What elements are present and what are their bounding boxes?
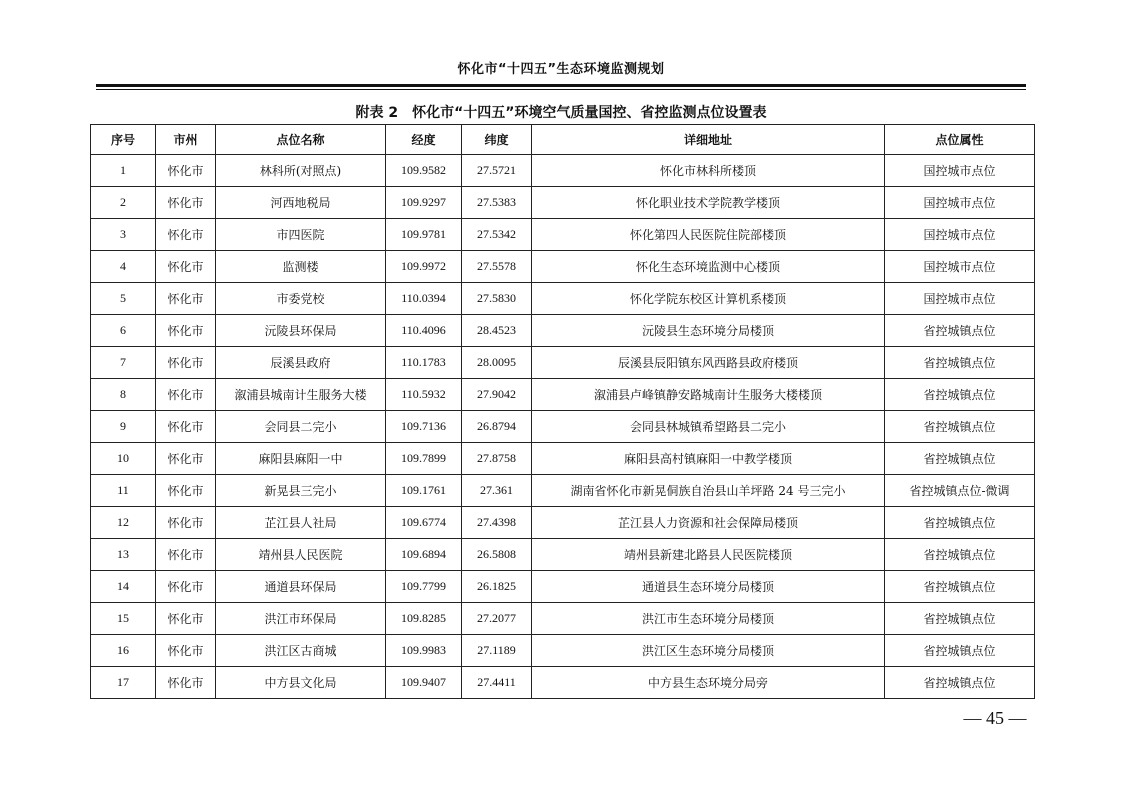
seq-cell: 4 — [91, 251, 156, 283]
longitude-cell: 109.8285 — [386, 603, 462, 635]
city-cell: 怀化市 — [156, 475, 216, 507]
city-cell: 怀化市 — [156, 443, 216, 475]
attribute-cell: 省控城镇点位 — [885, 379, 1035, 411]
latitude-cell: 27.4398 — [462, 507, 532, 539]
seq-cell: 14 — [91, 571, 156, 603]
city-cell: 怀化市 — [156, 667, 216, 699]
latitude-cell: 26.5808 — [462, 539, 532, 571]
seq-cell: 5 — [91, 283, 156, 315]
address-cell: 辰溪县辰阳镇东风西路县政府楼顶 — [532, 347, 885, 379]
column-header-latitude: 纬度 — [462, 125, 532, 155]
table-row — [91, 539, 1035, 571]
table-row — [91, 507, 1035, 539]
site-name-cell: 监测楼 — [216, 251, 386, 283]
monitoring-sites-table — [90, 124, 1035, 699]
city-cell: 怀化市 — [156, 251, 216, 283]
longitude-cell: 109.9297 — [386, 187, 462, 219]
longitude-cell: 109.6894 — [386, 539, 462, 571]
latitude-cell: 27.2077 — [462, 603, 532, 635]
column-header-address: 详细地址 — [532, 125, 885, 155]
attribute-cell: 国控城市点位 — [885, 283, 1035, 315]
attribute-cell: 省控城镇点位 — [885, 635, 1035, 667]
table-row — [91, 315, 1035, 347]
city-cell: 怀化市 — [156, 283, 216, 315]
longitude-cell: 109.1761 — [386, 475, 462, 507]
address-cell: 溆浦县卢峰镇静安路城南计生服务大楼楼顶 — [532, 379, 885, 411]
seq-cell: 2 — [91, 187, 156, 219]
attribute-cell: 省控城镇点位 — [885, 411, 1035, 443]
table-row — [91, 571, 1035, 603]
site-name-cell: 沅陵县环保局 — [216, 315, 386, 347]
latitude-cell: 26.1825 — [462, 571, 532, 603]
running-header: 怀化市“十四五”生态环境监测规划 — [457, 62, 665, 77]
address-cell: 怀化第四人民医院住院部楼顶 — [532, 219, 885, 251]
table-row — [91, 475, 1035, 507]
latitude-cell: 28.0095 — [462, 347, 532, 379]
longitude-cell: 109.9972 — [386, 251, 462, 283]
address-cell: 洪江市生态环境分局楼顶 — [532, 603, 885, 635]
latitude-cell: 27.5830 — [462, 283, 532, 315]
column-header-city: 市州 — [156, 125, 216, 155]
site-name-cell: 市四医院 — [216, 219, 386, 251]
seq-cell: 9 — [91, 411, 156, 443]
column-header-seq: 序号 — [91, 125, 156, 155]
longitude-cell: 110.5932 — [386, 379, 462, 411]
city-cell: 怀化市 — [156, 603, 216, 635]
site-name-cell: 市委党校 — [216, 283, 386, 315]
longitude-cell: 109.7136 — [386, 411, 462, 443]
table-row — [91, 187, 1035, 219]
table-row — [91, 411, 1035, 443]
column-header-site-name: 点位名称 — [216, 125, 386, 155]
attribute-cell: 国控城市点位 — [885, 219, 1035, 251]
site-name-cell: 中方县文化局 — [216, 667, 386, 699]
attribute-cell: 国控城市点位 — [885, 155, 1035, 187]
attribute-cell: 省控城镇点位 — [885, 315, 1035, 347]
address-cell: 怀化生态环境监测中心楼顶 — [532, 251, 885, 283]
attribute-cell: 国控城市点位 — [885, 251, 1035, 283]
site-name-cell: 溆浦县城南计生服务大楼 — [216, 379, 386, 411]
attribute-cell: 省控城镇点位 — [885, 667, 1035, 699]
latitude-cell: 26.8794 — [462, 411, 532, 443]
city-cell: 怀化市 — [156, 539, 216, 571]
table-row — [91, 379, 1035, 411]
longitude-cell: 109.9983 — [386, 635, 462, 667]
latitude-cell: 27.5721 — [462, 155, 532, 187]
address-cell: 怀化职业技术学院教学楼顶 — [532, 187, 885, 219]
attribute-cell: 国控城市点位 — [885, 187, 1035, 219]
seq-cell: 8 — [91, 379, 156, 411]
table-row — [91, 347, 1035, 379]
city-cell: 怀化市 — [156, 155, 216, 187]
site-name-cell: 辰溪县政府 — [216, 347, 386, 379]
site-name-cell: 麻阳县麻阳一中 — [216, 443, 386, 475]
address-cell: 沅陵县生态环境分局楼顶 — [532, 315, 885, 347]
city-cell: 怀化市 — [156, 635, 216, 667]
site-name-cell: 会同县二完小 — [216, 411, 386, 443]
seq-cell: 7 — [91, 347, 156, 379]
table-row — [91, 443, 1035, 475]
table-caption: 附表 2 怀化市“十四五”环境空气质量国控、省控监测点位设置表 — [355, 105, 767, 121]
longitude-cell: 109.6774 — [386, 507, 462, 539]
address-cell: 通道县生态环境分局楼顶 — [532, 571, 885, 603]
city-cell: 怀化市 — [156, 379, 216, 411]
city-cell: 怀化市 — [156, 219, 216, 251]
site-name-cell: 洪江市环保局 — [216, 603, 386, 635]
longitude-cell: 110.4096 — [386, 315, 462, 347]
table-header-row — [91, 125, 1035, 155]
attribute-cell: 省控城镇点位 — [885, 443, 1035, 475]
attribute-cell: 省控城镇点位 — [885, 347, 1035, 379]
address-cell: 会同县林城镇希望路县二完小 — [532, 411, 885, 443]
address-cell: 靖州县新建北路县人民医院楼顶 — [532, 539, 885, 571]
latitude-cell: 27.361 — [462, 475, 532, 507]
latitude-cell: 27.5342 — [462, 219, 532, 251]
site-name-cell: 新晃县三完小 — [216, 475, 386, 507]
table-row — [91, 283, 1035, 315]
longitude-cell: 109.9582 — [386, 155, 462, 187]
table-row — [91, 635, 1035, 667]
address-cell: 怀化学院东校区计算机系楼顶 — [532, 283, 885, 315]
attribute-cell: 省控城镇点位 — [885, 603, 1035, 635]
site-name-cell: 河西地税局 — [216, 187, 386, 219]
latitude-cell: 28.4523 — [462, 315, 532, 347]
latitude-cell: 27.4411 — [462, 667, 532, 699]
city-cell: 怀化市 — [156, 507, 216, 539]
address-cell: 中方县生态环境分局旁 — [532, 667, 885, 699]
seq-cell: 15 — [91, 603, 156, 635]
longitude-cell: 109.7899 — [386, 443, 462, 475]
site-name-cell: 通道县环保局 — [216, 571, 386, 603]
address-cell: 芷江县人力资源和社会保障局楼顶 — [532, 507, 885, 539]
latitude-cell: 27.8758 — [462, 443, 532, 475]
attribute-cell: 省控城镇点位 — [885, 571, 1035, 603]
header-rule-thin — [96, 89, 1026, 90]
table-row — [91, 251, 1035, 283]
header-rule-thick — [96, 84, 1026, 87]
attribute-cell: 省控城镇点位 — [885, 507, 1035, 539]
seq-cell: 1 — [91, 155, 156, 187]
seq-cell: 11 — [91, 475, 156, 507]
city-cell: 怀化市 — [156, 411, 216, 443]
page-number: — 45 — — [963, 708, 1027, 728]
seq-cell: 6 — [91, 315, 156, 347]
longitude-cell: 109.7799 — [386, 571, 462, 603]
table-body — [91, 155, 1035, 699]
longitude-cell: 110.1783 — [386, 347, 462, 379]
column-header-attribute: 点位属性 — [885, 125, 1035, 155]
attribute-cell: 省控城镇点位-微调 — [885, 475, 1035, 507]
table-row — [91, 219, 1035, 251]
seq-cell: 12 — [91, 507, 156, 539]
city-cell: 怀化市 — [156, 315, 216, 347]
city-cell: 怀化市 — [156, 571, 216, 603]
city-cell: 怀化市 — [156, 347, 216, 379]
seq-cell: 13 — [91, 539, 156, 571]
address-cell: 洪江区生态环境分局楼顶 — [532, 635, 885, 667]
table-row — [91, 667, 1035, 699]
latitude-cell: 27.5578 — [462, 251, 532, 283]
site-name-cell: 洪江区古商城 — [216, 635, 386, 667]
longitude-cell: 110.0394 — [386, 283, 462, 315]
latitude-cell: 27.5383 — [462, 187, 532, 219]
seq-cell: 3 — [91, 219, 156, 251]
seq-cell: 16 — [91, 635, 156, 667]
address-cell: 怀化市林科所楼顶 — [532, 155, 885, 187]
attribute-cell: 省控城镇点位 — [885, 539, 1035, 571]
site-name-cell: 芷江县人社局 — [216, 507, 386, 539]
address-cell: 湖南省怀化市新晃侗族自治县山羊坪路 24 号三完小 — [532, 475, 885, 507]
site-name-cell: 林科所(对照点) — [216, 155, 386, 187]
latitude-cell: 27.9042 — [462, 379, 532, 411]
longitude-cell: 109.9407 — [386, 667, 462, 699]
seq-cell: 17 — [91, 667, 156, 699]
address-cell: 麻阳县高村镇麻阳一中教学楼顶 — [532, 443, 885, 475]
column-header-longitude: 经度 — [386, 125, 462, 155]
longitude-cell: 109.9781 — [386, 219, 462, 251]
table-row — [91, 603, 1035, 635]
site-name-cell: 靖州县人民医院 — [216, 539, 386, 571]
seq-cell: 10 — [91, 443, 156, 475]
city-cell: 怀化市 — [156, 187, 216, 219]
latitude-cell: 27.1189 — [462, 635, 532, 667]
table-row — [91, 155, 1035, 187]
